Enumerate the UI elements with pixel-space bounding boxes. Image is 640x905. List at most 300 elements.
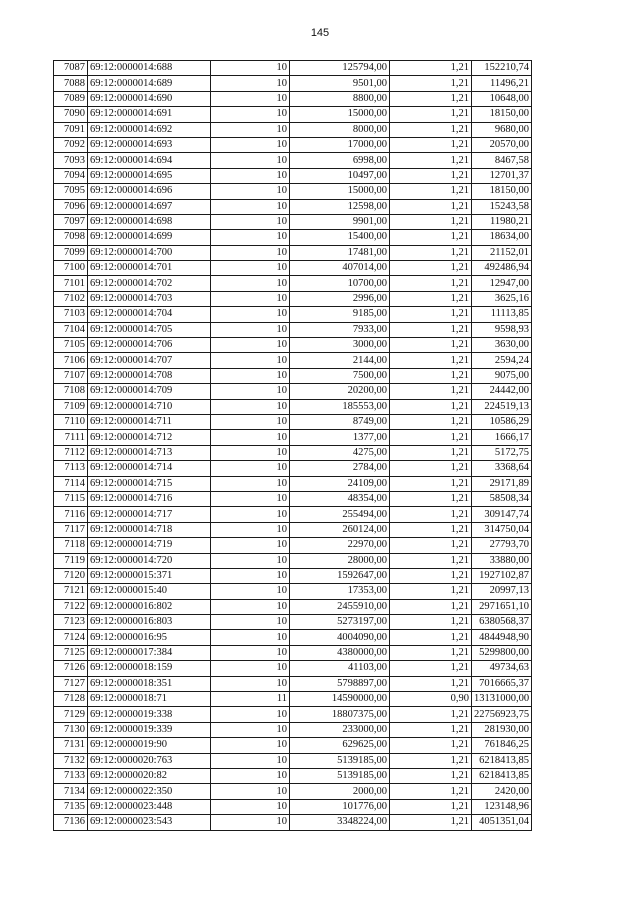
table-row — [54, 399, 532, 414]
coefficient-cell: 1,21 — [390, 676, 472, 691]
table-row — [54, 615, 532, 630]
row-number-cell: 7114 — [54, 476, 88, 491]
result-value-cell: 6218413,85 — [472, 768, 532, 783]
row-number-cell: 7128 — [54, 692, 88, 707]
result-value-cell: 18150,00 — [472, 107, 532, 122]
row-number-cell: 7095 — [54, 184, 88, 199]
base-value-cell: 10700,00 — [290, 276, 390, 291]
base-value-cell: 629625,00 — [290, 738, 390, 753]
group-code-cell: 10 — [211, 676, 290, 691]
table-row — [54, 768, 532, 783]
result-value-cell: 4844948,90 — [472, 630, 532, 645]
coefficient-cell: 1,21 — [390, 353, 472, 368]
coefficient-cell: 1,21 — [390, 722, 472, 737]
cadastral-number-cell: 69:12:0000014:689 — [88, 76, 211, 91]
result-value-cell: 9075,00 — [472, 368, 532, 383]
base-value-cell: 5798897,00 — [290, 676, 390, 691]
table-row — [54, 599, 532, 614]
cadastral-number-cell: 69:12:0000020:82 — [88, 768, 211, 783]
coefficient-cell: 1,21 — [390, 107, 472, 122]
base-value-cell: 1377,00 — [290, 430, 390, 445]
table-row — [54, 491, 532, 506]
result-value-cell: 24442,00 — [472, 384, 532, 399]
group-code-cell: 10 — [211, 107, 290, 122]
row-number-cell: 7108 — [54, 384, 88, 399]
cadastral-number-cell: 69:12:0000014:706 — [88, 338, 211, 353]
table-row — [54, 645, 532, 660]
coefficient-cell: 1,21 — [390, 137, 472, 152]
cadastral-number-cell: 69:12:0000014:694 — [88, 153, 211, 168]
cadastral-number-cell: 69:12:0000014:716 — [88, 491, 211, 506]
result-value-cell: 22756923,75 — [472, 707, 532, 722]
row-number-cell: 7113 — [54, 461, 88, 476]
cadastral-number-cell: 69:12:0000014:699 — [88, 230, 211, 245]
table-row — [54, 445, 532, 460]
row-number-cell: 7087 — [54, 61, 88, 76]
base-value-cell: 15000,00 — [290, 107, 390, 122]
result-value-cell: 11496,21 — [472, 76, 532, 91]
table-row — [54, 137, 532, 152]
cadastral-number-cell: 69:12:0000014:718 — [88, 522, 211, 537]
table-row — [54, 553, 532, 568]
cadastral-number-cell: 69:12:0000014:692 — [88, 122, 211, 137]
cadastral-number-cell: 69:12:0000014:697 — [88, 199, 211, 214]
row-number-cell: 7092 — [54, 137, 88, 152]
coefficient-cell: 1,21 — [390, 584, 472, 599]
cadastral-number-cell: 69:12:0000014:704 — [88, 307, 211, 322]
coefficient-cell: 1,21 — [390, 368, 472, 383]
base-value-cell: 4380000,00 — [290, 645, 390, 660]
coefficient-cell: 1,21 — [390, 507, 472, 522]
result-value-cell: 224519,13 — [472, 399, 532, 414]
base-value-cell: 125794,00 — [290, 61, 390, 76]
base-value-cell: 14590000,00 — [290, 692, 390, 707]
table-row — [54, 784, 532, 799]
group-code-cell: 10 — [211, 430, 290, 445]
cadastral-number-cell: 69:12:0000022:350 — [88, 784, 211, 799]
group-code-cell: 10 — [211, 61, 290, 76]
result-value-cell: 3625,16 — [472, 291, 532, 306]
group-code-cell: 10 — [211, 291, 290, 306]
table-row — [54, 107, 532, 122]
table-row — [54, 538, 532, 553]
cadastral-number-cell: 69:12:0000014:705 — [88, 322, 211, 337]
result-value-cell: 309147,74 — [472, 507, 532, 522]
coefficient-cell: 1,21 — [390, 168, 472, 183]
cadastral-number-cell: 69:12:0000019:90 — [88, 738, 211, 753]
row-number-cell: 7122 — [54, 599, 88, 614]
coefficient-cell: 1,21 — [390, 61, 472, 76]
group-code-cell: 10 — [211, 553, 290, 568]
table-row — [54, 307, 532, 322]
row-number-cell: 7106 — [54, 353, 88, 368]
base-value-cell: 22970,00 — [290, 538, 390, 553]
cadastral-number-cell: 69:12:0000014:690 — [88, 91, 211, 106]
group-code-cell: 10 — [211, 353, 290, 368]
cadastral-number-cell: 69:12:0000014:691 — [88, 107, 211, 122]
base-value-cell: 2144,00 — [290, 353, 390, 368]
coefficient-cell: 1,21 — [390, 307, 472, 322]
cadastral-number-cell: 69:12:0000014:695 — [88, 168, 211, 183]
base-value-cell: 41103,00 — [290, 661, 390, 676]
result-value-cell: 492486,94 — [472, 261, 532, 276]
table-row — [54, 461, 532, 476]
result-value-cell: 6218413,85 — [472, 753, 532, 768]
coefficient-cell: 1,21 — [390, 538, 472, 553]
cadastral-number-cell: 69:12:0000023:448 — [88, 799, 211, 814]
cadastral-number-cell: 69:12:0000016:802 — [88, 599, 211, 614]
base-value-cell: 5139185,00 — [290, 768, 390, 783]
group-code-cell: 10 — [211, 245, 290, 260]
result-value-cell: 761846,25 — [472, 738, 532, 753]
base-value-cell: 9501,00 — [290, 76, 390, 91]
result-value-cell: 9680,00 — [472, 122, 532, 137]
result-value-cell: 5299800,00 — [472, 645, 532, 660]
base-value-cell: 2000,00 — [290, 784, 390, 799]
table-row — [54, 245, 532, 260]
base-value-cell: 3000,00 — [290, 338, 390, 353]
row-number-cell: 7116 — [54, 507, 88, 522]
row-number-cell: 7110 — [54, 414, 88, 429]
coefficient-cell: 1,21 — [390, 214, 472, 229]
base-value-cell: 8800,00 — [290, 91, 390, 106]
result-value-cell: 3630,00 — [472, 338, 532, 353]
result-value-cell: 7016665,37 — [472, 676, 532, 691]
group-code-cell: 10 — [211, 661, 290, 676]
group-code-cell: 10 — [211, 522, 290, 537]
base-value-cell: 2996,00 — [290, 291, 390, 306]
group-code-cell: 10 — [211, 76, 290, 91]
group-code-cell: 10 — [211, 338, 290, 353]
base-value-cell: 260124,00 — [290, 522, 390, 537]
cadastral-number-cell: 69:12:0000017:384 — [88, 645, 211, 660]
coefficient-cell: 1,21 — [390, 599, 472, 614]
result-value-cell: 58508,34 — [472, 491, 532, 506]
result-value-cell: 13131000,00 — [472, 692, 532, 707]
group-code-cell: 10 — [211, 584, 290, 599]
table-row — [54, 276, 532, 291]
coefficient-cell: 1,21 — [390, 753, 472, 768]
result-value-cell: 281930,00 — [472, 722, 532, 737]
cadastral-number-cell: 69:12:0000014:714 — [88, 461, 211, 476]
row-number-cell: 7136 — [54, 815, 88, 830]
cadastral-number-cell: 69:12:0000018:351 — [88, 676, 211, 691]
row-number-cell: 7130 — [54, 722, 88, 737]
cadastral-number-cell: 69:12:0000018:71 — [88, 692, 211, 707]
row-number-cell: 7105 — [54, 338, 88, 353]
table-row — [54, 76, 532, 91]
base-value-cell: 4004090,00 — [290, 630, 390, 645]
base-value-cell: 15000,00 — [290, 184, 390, 199]
row-number-cell: 7103 — [54, 307, 88, 322]
base-value-cell: 8000,00 — [290, 122, 390, 137]
group-code-cell: 10 — [211, 645, 290, 660]
cadastral-number-cell: 69:12:0000014:708 — [88, 368, 211, 383]
base-value-cell: 4275,00 — [290, 445, 390, 460]
row-number-cell: 7120 — [54, 568, 88, 583]
group-code-cell: 10 — [211, 230, 290, 245]
group-code-cell: 10 — [211, 461, 290, 476]
result-value-cell: 20570,00 — [472, 137, 532, 152]
row-number-cell: 7101 — [54, 276, 88, 291]
cadastral-value-table — [53, 60, 532, 831]
cadastral-number-cell: 69:12:0000014:703 — [88, 291, 211, 306]
group-code-cell: 10 — [211, 91, 290, 106]
row-number-cell: 7127 — [54, 676, 88, 691]
coefficient-cell: 1,21 — [390, 707, 472, 722]
row-number-cell: 7096 — [54, 199, 88, 214]
cadastral-number-cell: 69:12:0000014:710 — [88, 399, 211, 414]
row-number-cell: 7133 — [54, 768, 88, 783]
base-value-cell: 6998,00 — [290, 153, 390, 168]
cadastral-number-cell: 69:12:0000014:700 — [88, 245, 211, 260]
cadastral-number-cell: 69:12:0000014:711 — [88, 414, 211, 429]
table-row — [54, 738, 532, 753]
cadastral-number-cell: 69:12:0000020:763 — [88, 753, 211, 768]
coefficient-cell: 1,21 — [390, 476, 472, 491]
base-value-cell: 407014,00 — [290, 261, 390, 276]
row-number-cell: 7132 — [54, 753, 88, 768]
result-value-cell: 20997,13 — [472, 584, 532, 599]
row-number-cell: 7115 — [54, 491, 88, 506]
row-number-cell: 7131 — [54, 738, 88, 753]
coefficient-cell: 1,21 — [390, 276, 472, 291]
group-code-cell: 10 — [211, 445, 290, 460]
base-value-cell: 24109,00 — [290, 476, 390, 491]
row-number-cell: 7123 — [54, 615, 88, 630]
base-value-cell: 5273197,00 — [290, 615, 390, 630]
base-value-cell: 15400,00 — [290, 230, 390, 245]
table-row — [54, 676, 532, 691]
cadastral-number-cell: 69:12:0000014:693 — [88, 137, 211, 152]
cadastral-number-cell: 69:12:0000016:95 — [88, 630, 211, 645]
cadastral-number-cell: 69:12:0000014:713 — [88, 445, 211, 460]
base-value-cell: 5139185,00 — [290, 753, 390, 768]
table-row — [54, 184, 532, 199]
coefficient-cell: 1,21 — [390, 522, 472, 537]
group-code-cell: 10 — [211, 707, 290, 722]
table-row — [54, 661, 532, 676]
cadastral-number-cell: 69:12:0000014:717 — [88, 507, 211, 522]
cadastral-number-cell: 69:12:0000023:543 — [88, 815, 211, 830]
row-number-cell: 7112 — [54, 445, 88, 460]
result-value-cell: 2594,24 — [472, 353, 532, 368]
result-value-cell: 8467,58 — [472, 153, 532, 168]
result-value-cell: 12701,37 — [472, 168, 532, 183]
table-row — [54, 630, 532, 645]
result-value-cell: 152210,74 — [472, 61, 532, 76]
row-number-cell: 7104 — [54, 322, 88, 337]
base-value-cell: 2784,00 — [290, 461, 390, 476]
coefficient-cell: 1,21 — [390, 91, 472, 106]
row-number-cell: 7090 — [54, 107, 88, 122]
group-code-cell: 10 — [211, 214, 290, 229]
coefficient-cell: 1,21 — [390, 461, 472, 476]
group-code-cell: 10 — [211, 368, 290, 383]
table-row — [54, 799, 532, 814]
coefficient-cell: 1,21 — [390, 199, 472, 214]
group-code-cell: 10 — [211, 184, 290, 199]
base-value-cell: 185553,00 — [290, 399, 390, 414]
result-value-cell: 3368,64 — [472, 461, 532, 476]
base-value-cell: 3348224,00 — [290, 815, 390, 830]
result-value-cell: 5172,75 — [472, 445, 532, 460]
coefficient-cell: 1,21 — [390, 322, 472, 337]
coefficient-cell: 1,21 — [390, 661, 472, 676]
table-row — [54, 214, 532, 229]
group-code-cell: 10 — [211, 568, 290, 583]
result-value-cell: 15243,58 — [472, 199, 532, 214]
result-value-cell: 11980,21 — [472, 214, 532, 229]
result-value-cell: 27793,70 — [472, 538, 532, 553]
result-value-cell: 18634,00 — [472, 230, 532, 245]
group-code-cell: 10 — [211, 507, 290, 522]
cadastral-number-cell: 69:12:0000014:709 — [88, 384, 211, 399]
cadastral-number-cell: 69:12:0000014:702 — [88, 276, 211, 291]
group-code-cell: 10 — [211, 768, 290, 783]
table-row — [54, 507, 532, 522]
row-number-cell: 7094 — [54, 168, 88, 183]
table-row — [54, 476, 532, 491]
coefficient-cell: 1,21 — [390, 491, 472, 506]
coefficient-cell: 1,21 — [390, 784, 472, 799]
row-number-cell: 7117 — [54, 522, 88, 537]
group-code-cell: 10 — [211, 414, 290, 429]
table-row — [54, 338, 532, 353]
table-row — [54, 707, 532, 722]
table-row — [54, 414, 532, 429]
group-code-cell: 10 — [211, 630, 290, 645]
row-number-cell: 7119 — [54, 553, 88, 568]
row-number-cell: 7091 — [54, 122, 88, 137]
result-value-cell: 1666,17 — [472, 430, 532, 445]
result-value-cell: 123148,96 — [472, 799, 532, 814]
group-code-cell: 10 — [211, 538, 290, 553]
group-code-cell: 10 — [211, 399, 290, 414]
base-value-cell: 7933,00 — [290, 322, 390, 337]
table-row — [54, 430, 532, 445]
row-number-cell: 7129 — [54, 707, 88, 722]
row-number-cell: 7102 — [54, 291, 88, 306]
group-code-cell: 10 — [211, 738, 290, 753]
table-row — [54, 153, 532, 168]
table-row — [54, 322, 532, 337]
base-value-cell: 18807375,00 — [290, 707, 390, 722]
row-number-cell: 7088 — [54, 76, 88, 91]
table-row — [54, 291, 532, 306]
group-code-cell: 10 — [211, 168, 290, 183]
coefficient-cell: 1,21 — [390, 261, 472, 276]
cadastral-number-cell: 69:12:0000019:338 — [88, 707, 211, 722]
coefficient-cell: 1,21 — [390, 768, 472, 783]
result-value-cell: 9598,93 — [472, 322, 532, 337]
coefficient-cell: 1,21 — [390, 122, 472, 137]
cadastral-number-cell: 69:12:0000014:720 — [88, 553, 211, 568]
table-row — [54, 522, 532, 537]
base-value-cell: 48354,00 — [290, 491, 390, 506]
coefficient-cell: 1,21 — [390, 430, 472, 445]
group-code-cell: 10 — [211, 153, 290, 168]
base-value-cell: 17000,00 — [290, 137, 390, 152]
cadastral-number-cell: 69:12:0000014:712 — [88, 430, 211, 445]
group-code-cell: 10 — [211, 784, 290, 799]
coefficient-cell: 1,21 — [390, 399, 472, 414]
coefficient-cell: 1,21 — [390, 245, 472, 260]
table-row — [54, 61, 532, 76]
coefficient-cell: 1,21 — [390, 553, 472, 568]
table-row — [54, 230, 532, 245]
table-row — [54, 692, 532, 707]
coefficient-cell: 1,21 — [390, 815, 472, 830]
result-value-cell: 2420,00 — [472, 784, 532, 799]
result-value-cell: 314750,04 — [472, 522, 532, 537]
group-code-cell: 10 — [211, 276, 290, 291]
coefficient-cell: 1,21 — [390, 230, 472, 245]
cadastral-number-cell: 69:12:0000015:40 — [88, 584, 211, 599]
table-row — [54, 122, 532, 137]
coefficient-cell: 1,21 — [390, 76, 472, 91]
group-code-cell: 10 — [211, 322, 290, 337]
group-code-cell: 10 — [211, 199, 290, 214]
base-value-cell: 8749,00 — [290, 414, 390, 429]
cadastral-number-cell: 69:12:0000014:698 — [88, 214, 211, 229]
cadastral-number-cell: 69:12:0000014:715 — [88, 476, 211, 491]
coefficient-cell: 1,21 — [390, 738, 472, 753]
cadastral-number-cell: 69:12:0000019:339 — [88, 722, 211, 737]
table-row — [54, 353, 532, 368]
table-row — [54, 753, 532, 768]
group-code-cell: 10 — [211, 137, 290, 152]
table-body — [54, 61, 532, 831]
result-value-cell: 6380568,37 — [472, 615, 532, 630]
base-value-cell: 10497,00 — [290, 168, 390, 183]
cadastral-number-cell: 69:12:0000014:701 — [88, 261, 211, 276]
base-value-cell: 28000,00 — [290, 553, 390, 568]
group-code-cell: 10 — [211, 261, 290, 276]
row-number-cell: 7135 — [54, 799, 88, 814]
row-number-cell: 7126 — [54, 661, 88, 676]
coefficient-cell: 1,21 — [390, 153, 472, 168]
coefficient-cell: 1,21 — [390, 630, 472, 645]
cadastral-number-cell: 69:12:0000014:719 — [88, 538, 211, 553]
page-number: 145 — [310, 27, 330, 39]
table-row — [54, 368, 532, 383]
result-value-cell: 18150,00 — [472, 184, 532, 199]
result-value-cell: 49734,63 — [472, 661, 532, 676]
table-row — [54, 91, 532, 106]
row-number-cell: 7097 — [54, 214, 88, 229]
base-value-cell: 9901,00 — [290, 214, 390, 229]
coefficient-cell: 1,21 — [390, 645, 472, 660]
base-value-cell: 20200,00 — [290, 384, 390, 399]
result-value-cell: 21152,01 — [472, 245, 532, 260]
base-value-cell: 1592647,00 — [290, 568, 390, 583]
coefficient-cell: 0,90 — [390, 692, 472, 707]
table-row — [54, 568, 532, 583]
row-number-cell: 7109 — [54, 399, 88, 414]
table-row — [54, 168, 532, 183]
coefficient-cell: 1,21 — [390, 291, 472, 306]
group-code-cell: 10 — [211, 307, 290, 322]
table-row — [54, 584, 532, 599]
row-number-cell: 7100 — [54, 261, 88, 276]
coefficient-cell: 1,21 — [390, 384, 472, 399]
row-number-cell: 7107 — [54, 368, 88, 383]
table-row — [54, 199, 532, 214]
base-value-cell: 7500,00 — [290, 368, 390, 383]
result-value-cell: 4051351,04 — [472, 815, 532, 830]
row-number-cell: 7125 — [54, 645, 88, 660]
